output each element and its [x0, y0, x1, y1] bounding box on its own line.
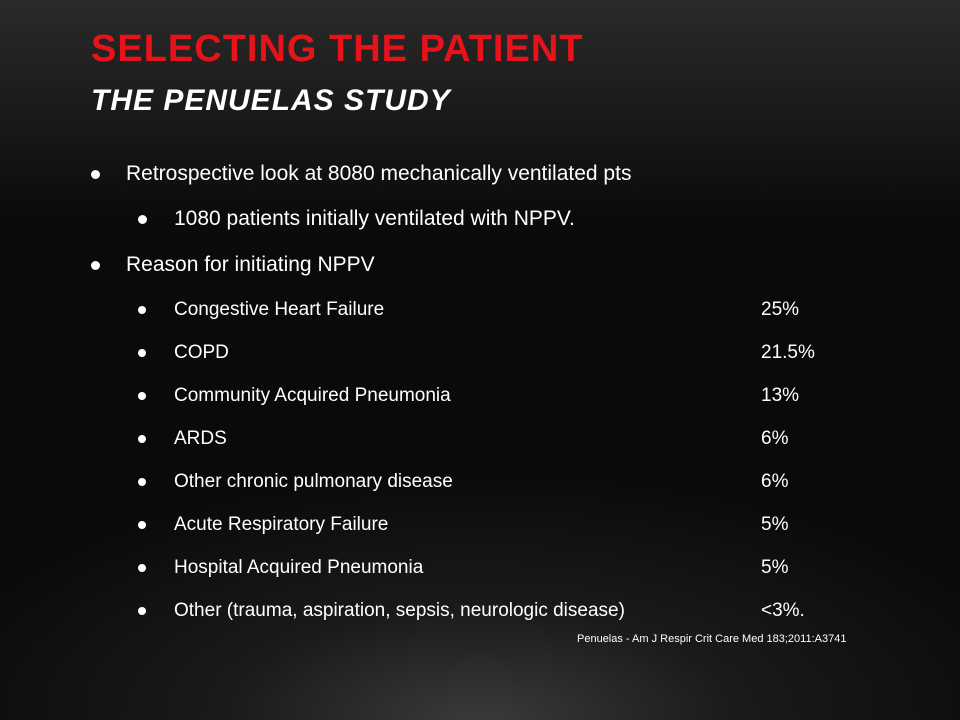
reason-label: Acute Respiratory Failure — [174, 514, 389, 535]
reason-label: Hospital Acquired Pneumonia — [174, 557, 424, 578]
reason-item — [138, 428, 227, 450]
reason-item — [138, 299, 384, 321]
bullet-dot-icon — [91, 170, 100, 179]
bullet-item — [91, 253, 375, 277]
reason-percent: 13% — [761, 385, 800, 406]
reason-label: COPD — [174, 342, 229, 363]
reason-percent: 25% — [761, 299, 800, 320]
sub-bullet-item — [138, 207, 575, 231]
citation: Penuelas - Am J Respir Crit Care Med 183;2011:A3741 — [577, 633, 847, 645]
reason-percent: 21.5% — [761, 342, 815, 363]
reason-label: Other (trauma, aspiration, sepsis, neurologic disease) — [174, 600, 625, 621]
reason-item — [138, 342, 229, 364]
bullet-dot-icon — [138, 564, 146, 572]
bullet-dot-icon — [138, 306, 146, 314]
bullet-item — [91, 162, 631, 186]
bullet-dot-icon — [138, 521, 146, 529]
bullet-text: Retrospective look at 8080 mechanically ventilated pts — [126, 162, 632, 185]
bullet-text: 1080 patients initially ventilated with NPPV. — [174, 207, 575, 230]
slide-title: SELECTING THE PATIENT — [91, 28, 584, 70]
reason-item — [138, 600, 625, 622]
reason-label: Other chronic pulmonary disease — [174, 471, 453, 492]
bullet-dot-icon — [138, 478, 146, 486]
bullet-dot-icon — [138, 392, 146, 400]
bullet-dot-icon — [138, 435, 146, 443]
reason-percent: 6% — [761, 471, 789, 492]
slide-subtitle: THE PENUELAS STUDY — [91, 84, 451, 117]
bullet-text: Reason for initiating NPPV — [126, 253, 375, 276]
bullet-dot-icon — [138, 607, 146, 615]
reason-item — [138, 385, 451, 407]
reason-percent: 6% — [761, 428, 789, 449]
reason-label: Congestive Heart Failure — [174, 299, 385, 320]
reason-percent: 5% — [761, 557, 789, 578]
reason-label: Community Acquired Pneumonia — [174, 385, 451, 406]
reason-item — [138, 514, 388, 536]
reason-percent: <3%. — [761, 600, 805, 621]
reason-item — [138, 557, 423, 579]
bullet-dot-icon — [91, 261, 100, 270]
reason-percent: 5% — [761, 514, 789, 535]
reason-item — [138, 471, 453, 493]
bullet-dot-icon — [138, 215, 147, 224]
reason-label: ARDS — [174, 428, 227, 449]
bullet-dot-icon — [138, 349, 146, 357]
